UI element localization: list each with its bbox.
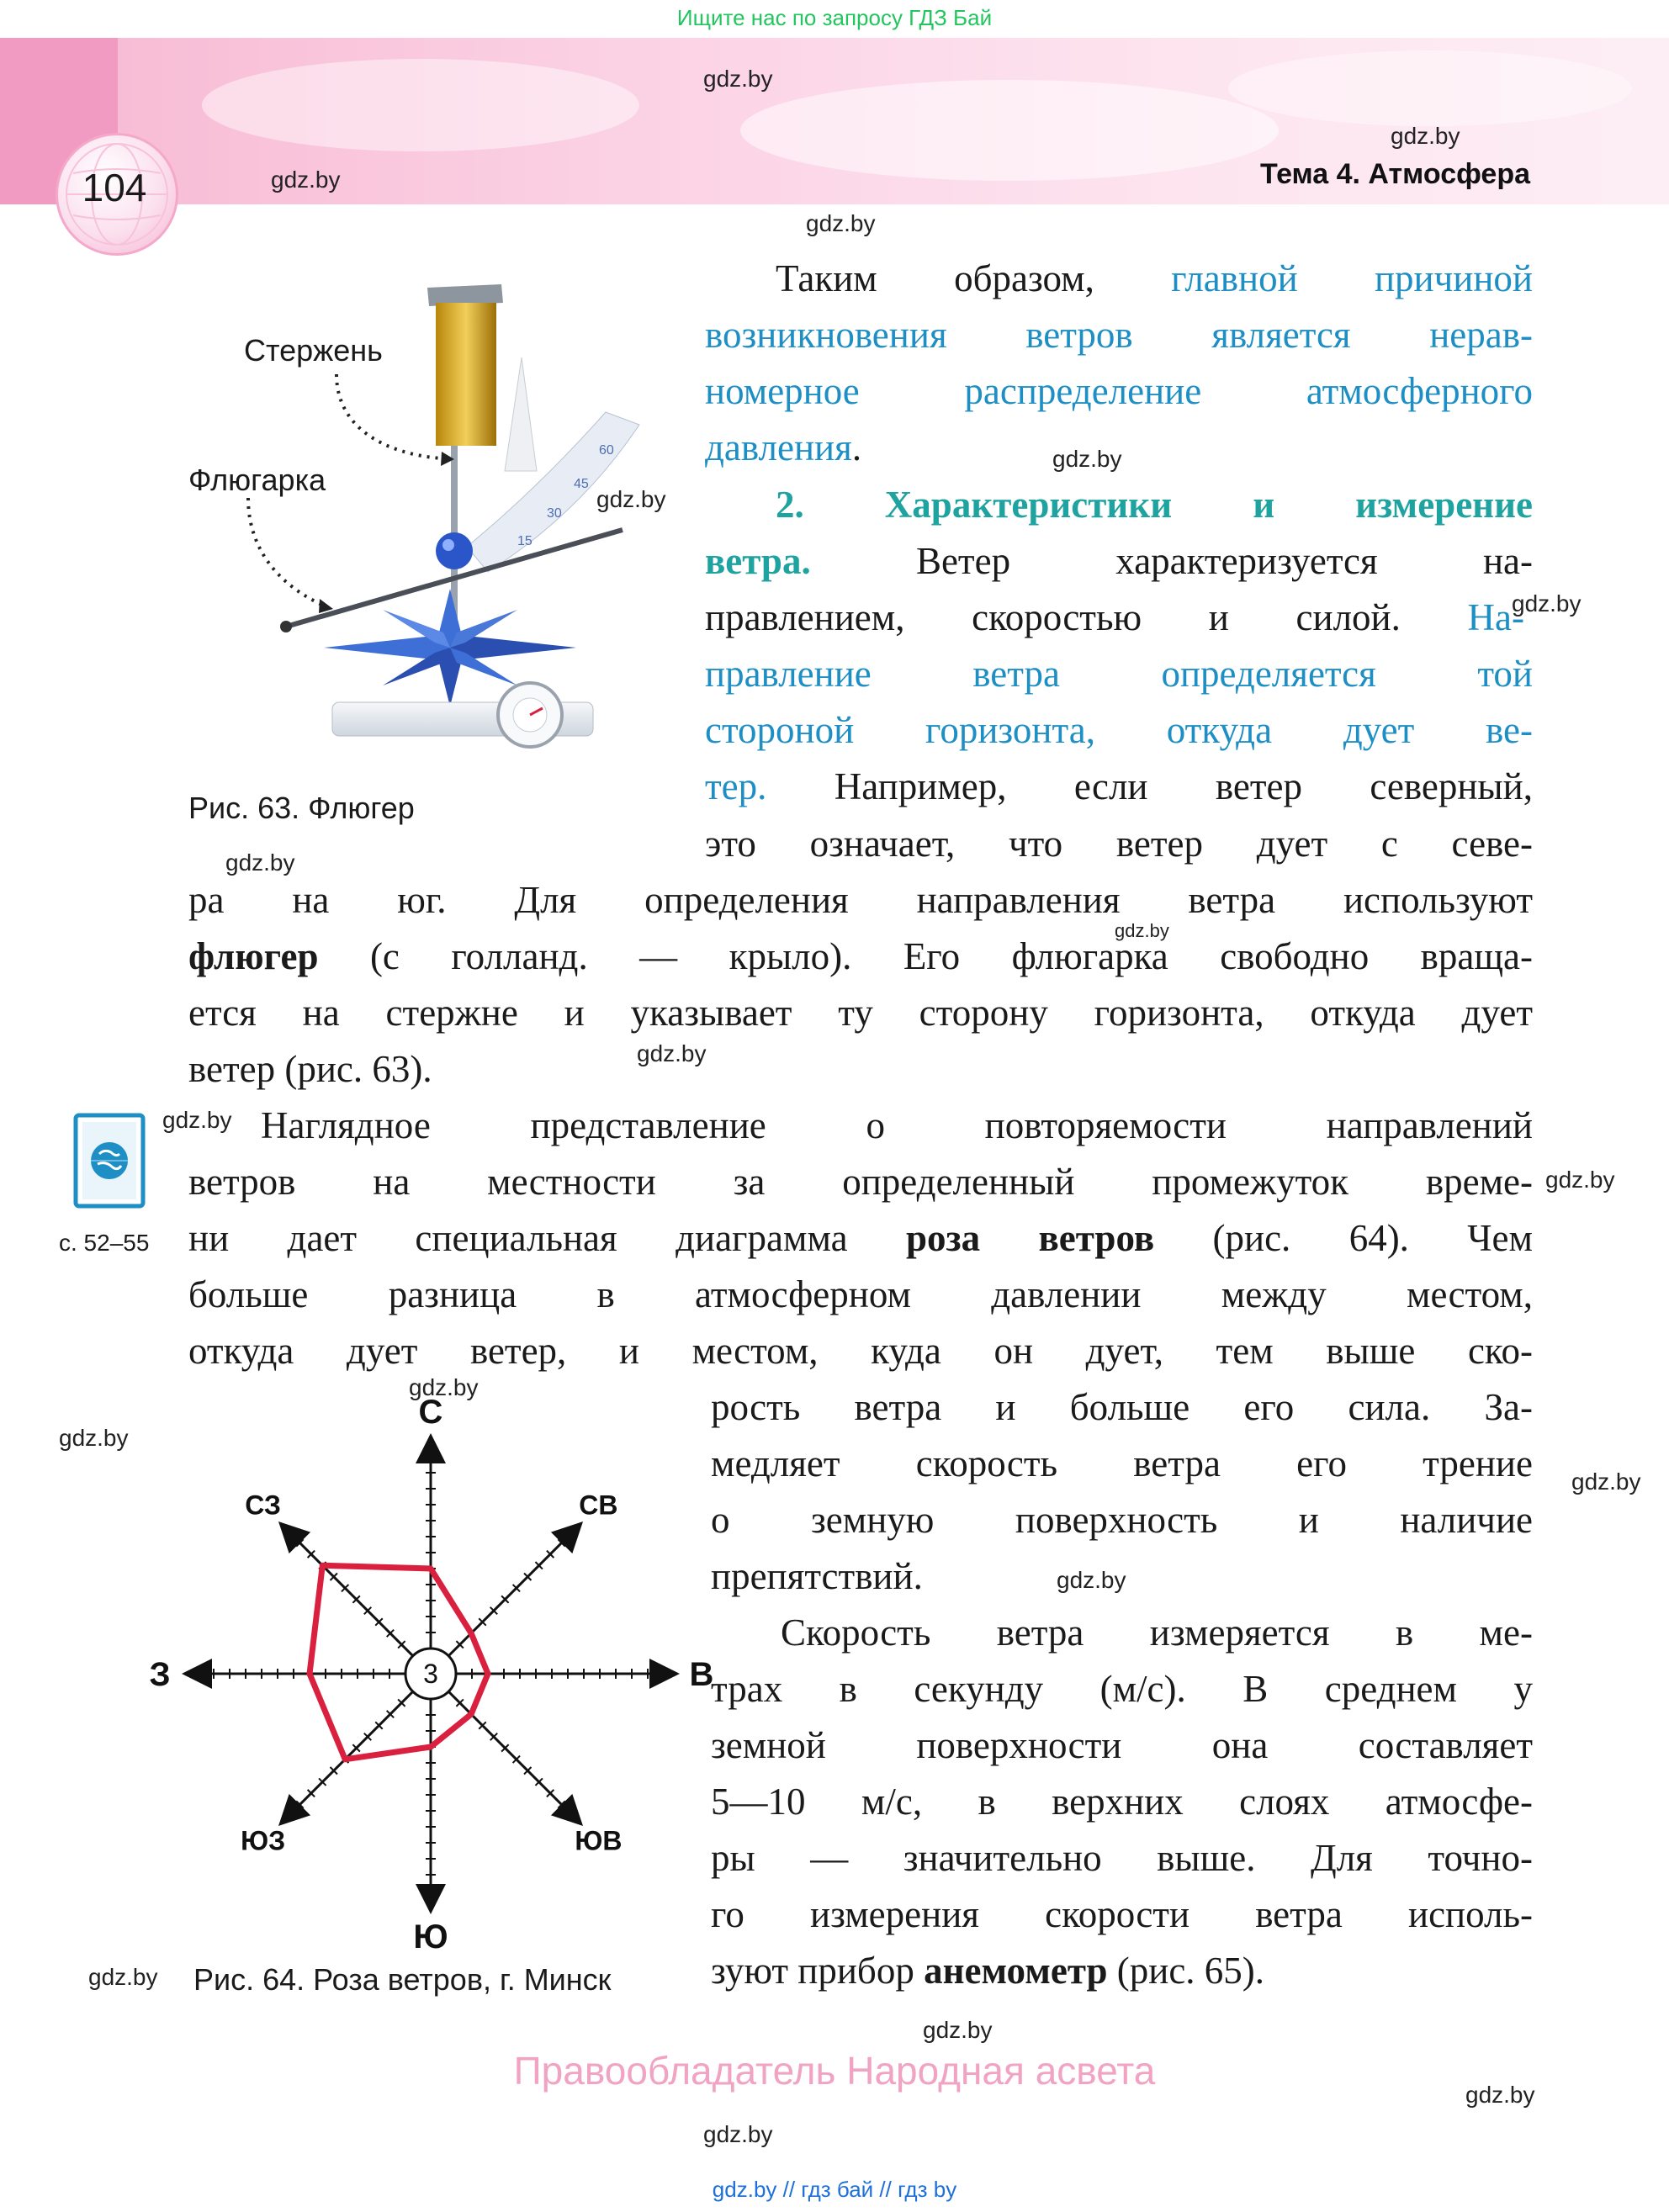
text-line: Наглядное представление о повторяемости направлений [261, 1104, 1533, 1146]
figure-64-wind-rose [149, 1394, 714, 1955]
text-line: ра на юг. Для определения направления ветра используют [188, 879, 1533, 921]
text-line: флюгер (с голланд. — крыло). Его флюгарка свободно враща- [188, 935, 1533, 977]
rose-direction-label: ЮВ [575, 1825, 623, 1856]
label-vane: Флюгарка [188, 463, 326, 497]
rose-direction-label: С [418, 1394, 443, 1431]
text-line: ветер (рис. 63). [188, 1048, 432, 1090]
svg-text:30: 30 [547, 506, 562, 521]
text-line: 5—10 м/с, в верхних слоях атмосфе- [711, 1781, 1533, 1823]
text-line: ветра. Ветер характеризуется на- [705, 540, 1533, 582]
copyright-notice: Правообладатель Народная асвета [513, 2049, 1156, 2093]
text-line: рость ветра и больше его сила. За- [711, 1386, 1533, 1428]
page-number: 104 [82, 166, 147, 209]
watermark: gdz.by [271, 167, 341, 193]
watermark: gdz.by [1391, 123, 1460, 149]
text-line: откуда дует ветер, и местом, куда он дует, тем выше ско- [188, 1330, 1533, 1372]
text-line: номерное распределение атмосферного [705, 370, 1533, 412]
atlas-page-reference[interactable]: с. 52–55 [59, 1230, 150, 1256]
text-line: это означает, что ветер дует с севе- [705, 823, 1533, 865]
label-rod: Стержень [244, 333, 383, 368]
svg-text:15: 15 [517, 534, 532, 548]
watermark: gdz.by [923, 2017, 993, 2043]
section-heading: 2. Характеристики и измерение [776, 484, 1533, 526]
watermark: gdz.by [1545, 1167, 1615, 1193]
text-line: правлением, скоростью и силой. На- [705, 596, 1524, 638]
text-line: о земную поверхность и наличие [711, 1499, 1533, 1541]
watermark: gdz.by [1057, 1567, 1126, 1593]
text-line: Таким образом, главной причиной [776, 257, 1534, 299]
rose-direction-label: В [689, 1656, 714, 1693]
text-line: правление ветра определяется той [705, 653, 1533, 695]
watermark: gdz.by [703, 2121, 773, 2147]
text-line: возникновения ветров является нерав- [705, 314, 1533, 356]
text-line: зуют прибор анемометр (рис. 65). [711, 1950, 1265, 1992]
figure-64-caption: Рис. 64. Роза ветров, г. Минск [193, 1962, 612, 1997]
topic-title: Тема 4. Атмосфера [1260, 158, 1530, 190]
text-line: Скорость ветра измеряется в ме- [781, 1611, 1533, 1654]
rose-direction-label: СВ [579, 1490, 618, 1521]
watermark: gdz.by [1512, 590, 1582, 617]
watermark: gdz.by [806, 210, 876, 236]
text-line: земной поверхности она составляет [711, 1724, 1533, 1766]
rose-direction-label: ЮЗ [241, 1825, 286, 1856]
watermark: gdz.by [59, 1425, 129, 1451]
footer-links[interactable]: gdz.by // гдз бай // гдз by [712, 2177, 957, 2202]
text-line: ется на стержне и указывает ту сторону горизонта, откуда дует [188, 992, 1533, 1034]
watermark: gdz.by [1115, 920, 1169, 941]
text-line: го измерения скорости ветра исполь- [711, 1893, 1533, 1935]
svg-text:45: 45 [574, 477, 589, 491]
watermark: gdz.by [162, 1107, 232, 1133]
top-banner[interactable]: Ищите нас по запросу ГДЗ Бай [676, 5, 993, 30]
watermark: gdz.by [1465, 2082, 1535, 2108]
rose-polygon [310, 1565, 488, 1760]
watermark: gdz.by [409, 1374, 479, 1400]
rose-direction-label: СЗ [245, 1490, 281, 1521]
text-line: больше разница в атмосферном давлении между местом, [188, 1273, 1533, 1315]
text-line: ры — значительно выше. Для точно- [711, 1837, 1533, 1879]
text-line: ветров на местности за определенный промежуток време- [188, 1161, 1533, 1203]
watermark: gdz.by [596, 486, 666, 512]
watermark: gdz.by [637, 1040, 707, 1066]
watermark: gdz.by [703, 66, 773, 92]
rose-center-value: 3 [423, 1659, 438, 1689]
watermark: gdz.by [88, 1964, 158, 1990]
svg-text:60: 60 [599, 443, 614, 458]
watermark: gdz.by [225, 849, 295, 876]
text-line: стороной горизонта, откуда дует ве- [705, 709, 1533, 751]
text-line: трах в секунду (м/с). В среднем у [711, 1668, 1533, 1710]
text-line: препятствий. [711, 1555, 923, 1597]
rose-direction-label: З [149, 1656, 171, 1693]
text-line: тер. Например, если ветер северный, [705, 765, 1533, 807]
text-line: давления. [705, 426, 862, 468]
watermark: gdz.by [1571, 1468, 1641, 1495]
rose-direction-label: Ю [413, 1918, 448, 1955]
watermark: gdz.by [1052, 446, 1122, 472]
text-line: медляет скорость ветра его трение [711, 1442, 1533, 1484]
atlas-book-icon [71, 1110, 148, 1211]
text-line: ни дает специальная диаграмма роза ветров (рис. 64). Чем [188, 1217, 1534, 1259]
figure-63-caption: Рис. 63. Флюгер [188, 791, 415, 825]
